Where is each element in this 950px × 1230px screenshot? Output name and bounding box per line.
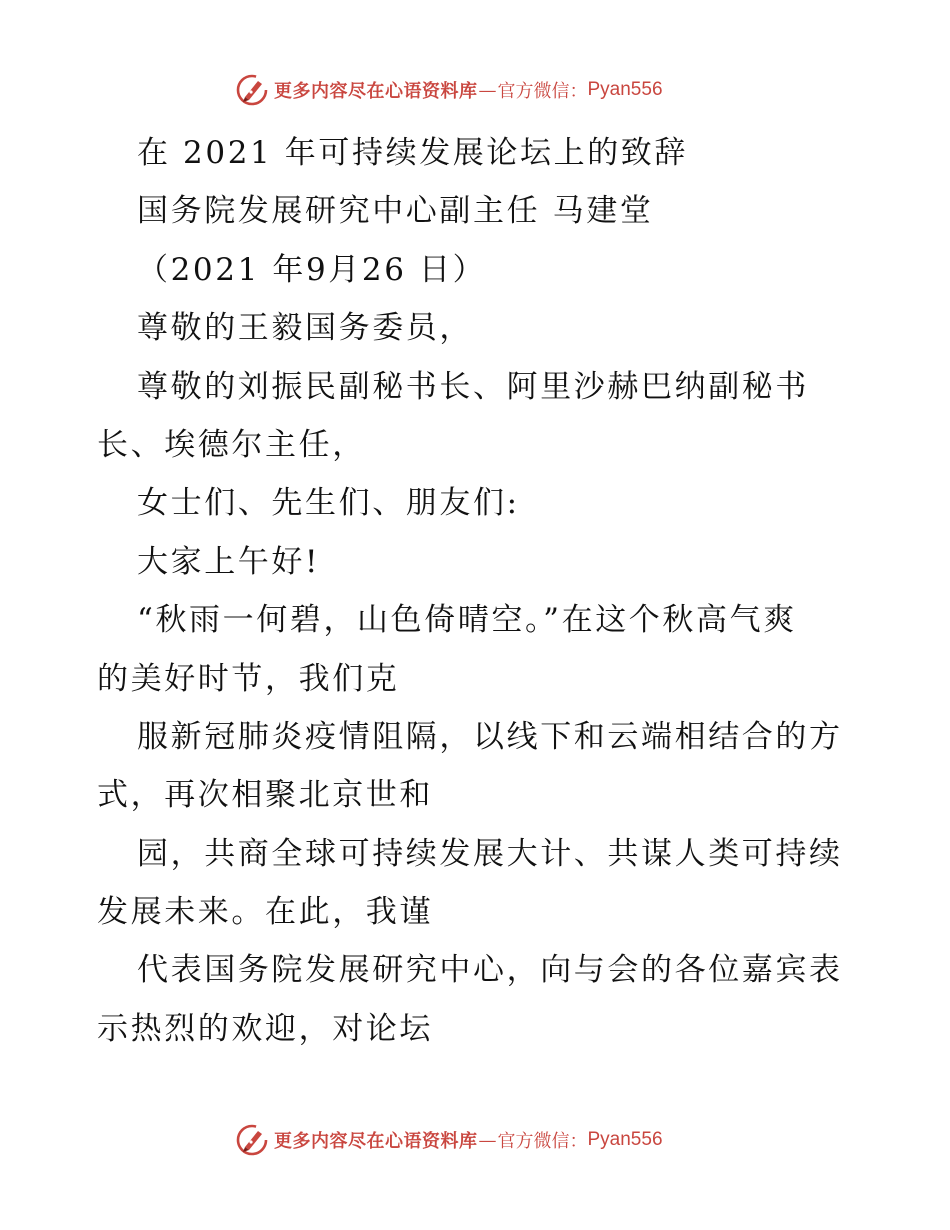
banner-brand: 更多内容尽在心语资料库 xyxy=(274,81,478,102)
banner-wechat-id: Pyan556 xyxy=(587,79,663,100)
header-banner xyxy=(234,70,663,110)
document-line: 园，共商全球可持续发展大计、共谋人类可持续 xyxy=(137,835,843,872)
banner-brand: 更多内容尽在心语资料库 xyxy=(274,1131,478,1152)
document-line: 国务院发展研究中心副主任 马建堂 xyxy=(137,193,654,230)
document-body xyxy=(97,124,857,1058)
banner-wechat-label: 官方微信： xyxy=(497,1131,588,1152)
pen-logo-icon xyxy=(234,72,270,108)
footer-banner xyxy=(234,1120,663,1160)
banner-separator: — xyxy=(478,79,497,101)
document-line: （2021 年9月26 日） xyxy=(137,251,487,288)
document-line: 式，再次相聚北京世和 xyxy=(97,777,433,814)
document-line: 示热烈的欢迎，对论坛 xyxy=(97,1010,433,1047)
document-line: “秋雨一何碧，山色倚晴空。”在这个秋高气爽 xyxy=(137,602,797,639)
document-line: 大家上午好! xyxy=(137,543,321,580)
document-line: 发展未来。在此，我谨 xyxy=(97,894,433,931)
pen-logo-icon xyxy=(234,1122,270,1158)
banner-wechat-id: Pyan556 xyxy=(587,1129,663,1150)
document-line: 服新冠肺炎疫情阻隔，以线下和云端相结合的方 xyxy=(137,718,843,755)
document-line: 长、埃德尔主任， xyxy=(97,426,366,463)
banner-wechat-label: 官方微信： xyxy=(497,81,588,102)
document-line: 代表国务院发展研究中心，向与会的各位嘉宾表 xyxy=(137,952,843,989)
document-line: 的美好时节，我们克 xyxy=(97,660,400,697)
document-line: 在 2021 年可持续发展论坛上的致辞 xyxy=(137,135,688,171)
document-line: 尊敬的刘振民副秘书长、阿里沙赫巴纳副秘书 xyxy=(137,368,809,405)
document-line: 女士们、先生们、朋友们: xyxy=(137,485,520,522)
banner-separator: — xyxy=(478,1129,497,1151)
document-line: 尊敬的王毅国务委员， xyxy=(137,310,473,347)
